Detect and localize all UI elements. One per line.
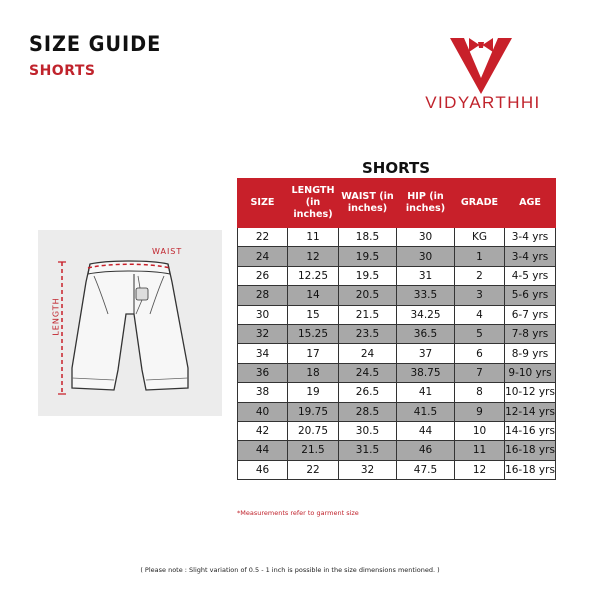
table-cell: 18 bbox=[288, 363, 339, 382]
table-cell: 41.5 bbox=[397, 402, 455, 421]
table-cell: 3-4 yrs bbox=[505, 247, 556, 266]
table-cell: 30 bbox=[397, 228, 455, 247]
table-row bbox=[238, 421, 556, 440]
table-cell: 4 bbox=[455, 305, 505, 324]
table-cell: 46 bbox=[397, 441, 455, 460]
table-cell: 1 bbox=[455, 247, 505, 266]
table-cell: 3-4 yrs bbox=[505, 228, 556, 247]
table-cell: 23.5 bbox=[339, 324, 397, 343]
table-cell: 42 bbox=[238, 421, 288, 440]
column-header: HIP (in inches) bbox=[397, 179, 455, 228]
table-cell: 40 bbox=[238, 402, 288, 421]
table-cell: 19.5 bbox=[339, 266, 397, 285]
table-cell: 30 bbox=[397, 247, 455, 266]
table-cell: 37 bbox=[397, 344, 455, 363]
column-header: AGE bbox=[505, 179, 556, 228]
brand-name: VIDYARTHHI bbox=[425, 93, 541, 112]
page-subtitle: SHORTS bbox=[29, 63, 96, 79]
column-header: SIZE bbox=[238, 179, 288, 228]
table-cell: 12 bbox=[288, 247, 339, 266]
table-cell: 19.75 bbox=[288, 402, 339, 421]
brand-logo-icon bbox=[448, 30, 514, 94]
column-header: WAIST (in inches) bbox=[339, 179, 397, 228]
table-cell: 22 bbox=[238, 228, 288, 247]
table-cell: 46 bbox=[238, 460, 288, 479]
shorts-illustration bbox=[38, 230, 222, 416]
table-cell: 4-5 yrs bbox=[505, 266, 556, 285]
table-row bbox=[238, 441, 556, 460]
table-cell: 6-7 yrs bbox=[505, 305, 556, 324]
table-cell: 11 bbox=[288, 228, 339, 247]
table-row bbox=[238, 402, 556, 421]
page-title: SIZE GUIDE bbox=[29, 32, 162, 56]
table-cell: 21.5 bbox=[339, 305, 397, 324]
table-cell: 31.5 bbox=[339, 441, 397, 460]
table-cell: 24.5 bbox=[339, 363, 397, 382]
table-cell: 7-8 yrs bbox=[505, 324, 556, 343]
table-cell: KG bbox=[455, 228, 505, 247]
column-header: LENGTH (in inches) bbox=[288, 179, 339, 228]
table-cell: 28.5 bbox=[339, 402, 397, 421]
table-cell: 31 bbox=[397, 266, 455, 285]
table-cell: 2 bbox=[455, 266, 505, 285]
table-cell: 20.75 bbox=[288, 421, 339, 440]
table-header-row bbox=[238, 179, 556, 228]
table-cell: 47.5 bbox=[397, 460, 455, 479]
table-cell: 10 bbox=[455, 421, 505, 440]
length-label: LENGTH bbox=[51, 297, 61, 336]
table-cell: 20.5 bbox=[339, 286, 397, 305]
table-cell: 38 bbox=[238, 383, 288, 402]
table-cell: 32 bbox=[339, 460, 397, 479]
table-cell: 16-18 yrs bbox=[505, 460, 556, 479]
table-cell: 44 bbox=[397, 421, 455, 440]
table-row bbox=[238, 247, 556, 266]
table-cell: 26 bbox=[238, 266, 288, 285]
table-cell: 8 bbox=[455, 383, 505, 402]
table-row bbox=[238, 344, 556, 363]
table-cell: 5-6 yrs bbox=[505, 286, 556, 305]
table-cell: 41 bbox=[397, 383, 455, 402]
table-cell: 34 bbox=[238, 344, 288, 363]
table-cell: 28 bbox=[238, 286, 288, 305]
table-cell: 15 bbox=[288, 305, 339, 324]
table-row bbox=[238, 363, 556, 382]
table-row bbox=[238, 460, 556, 479]
waist-label: WAIST bbox=[152, 247, 183, 256]
table-cell: 12.25 bbox=[288, 266, 339, 285]
table-cell: 22 bbox=[288, 460, 339, 479]
table-cell: 33.5 bbox=[397, 286, 455, 305]
table-cell: 9-10 yrs bbox=[505, 363, 556, 382]
table-cell: 7 bbox=[455, 363, 505, 382]
column-header: GRADE bbox=[455, 179, 505, 228]
table-cell: 12 bbox=[455, 460, 505, 479]
variation-note: ( Please note : Slight variation of 0.5 - 1 inch is possible in the size dimensions mentioned. ) bbox=[140, 566, 440, 574]
table-cell: 6 bbox=[455, 344, 505, 363]
table-cell: 36.5 bbox=[397, 324, 455, 343]
table-row bbox=[238, 266, 556, 285]
table-cell: 30 bbox=[238, 305, 288, 324]
table-row bbox=[238, 305, 556, 324]
table-cell: 14-16 yrs bbox=[505, 421, 556, 440]
table-cell: 38.75 bbox=[397, 363, 455, 382]
table-cell: 9 bbox=[455, 402, 505, 421]
table-cell: 44 bbox=[238, 441, 288, 460]
table-row bbox=[238, 286, 556, 305]
table-row bbox=[238, 383, 556, 402]
table-cell: 5 bbox=[455, 324, 505, 343]
table-cell: 10-12 yrs bbox=[505, 383, 556, 402]
table-title: SHORTS bbox=[361, 159, 431, 177]
table-cell: 24 bbox=[238, 247, 288, 266]
table-cell: 24 bbox=[339, 344, 397, 363]
table-cell: 34.25 bbox=[397, 305, 455, 324]
table-cell: 11 bbox=[455, 441, 505, 460]
table-cell: 19.5 bbox=[339, 247, 397, 266]
table-cell: 3 bbox=[455, 286, 505, 305]
table-cell: 12-14 yrs bbox=[505, 402, 556, 421]
table-cell: 16-18 yrs bbox=[505, 441, 556, 460]
table-cell: 14 bbox=[288, 286, 339, 305]
table-cell: 30.5 bbox=[339, 421, 397, 440]
table-row bbox=[238, 228, 556, 247]
table-cell: 8-9 yrs bbox=[505, 344, 556, 363]
table-cell: 19 bbox=[288, 383, 339, 402]
table-cell: 15.25 bbox=[288, 324, 339, 343]
table-cell: 18.5 bbox=[339, 228, 397, 247]
measurement-note: *Measurements refer to garment size bbox=[237, 509, 359, 517]
table-cell: 36 bbox=[238, 363, 288, 382]
size-chart-table bbox=[237, 178, 556, 480]
table-cell: 21.5 bbox=[288, 441, 339, 460]
table-row bbox=[238, 324, 556, 343]
table-cell: 17 bbox=[288, 344, 339, 363]
table-cell: 26.5 bbox=[339, 383, 397, 402]
table-cell: 32 bbox=[238, 324, 288, 343]
